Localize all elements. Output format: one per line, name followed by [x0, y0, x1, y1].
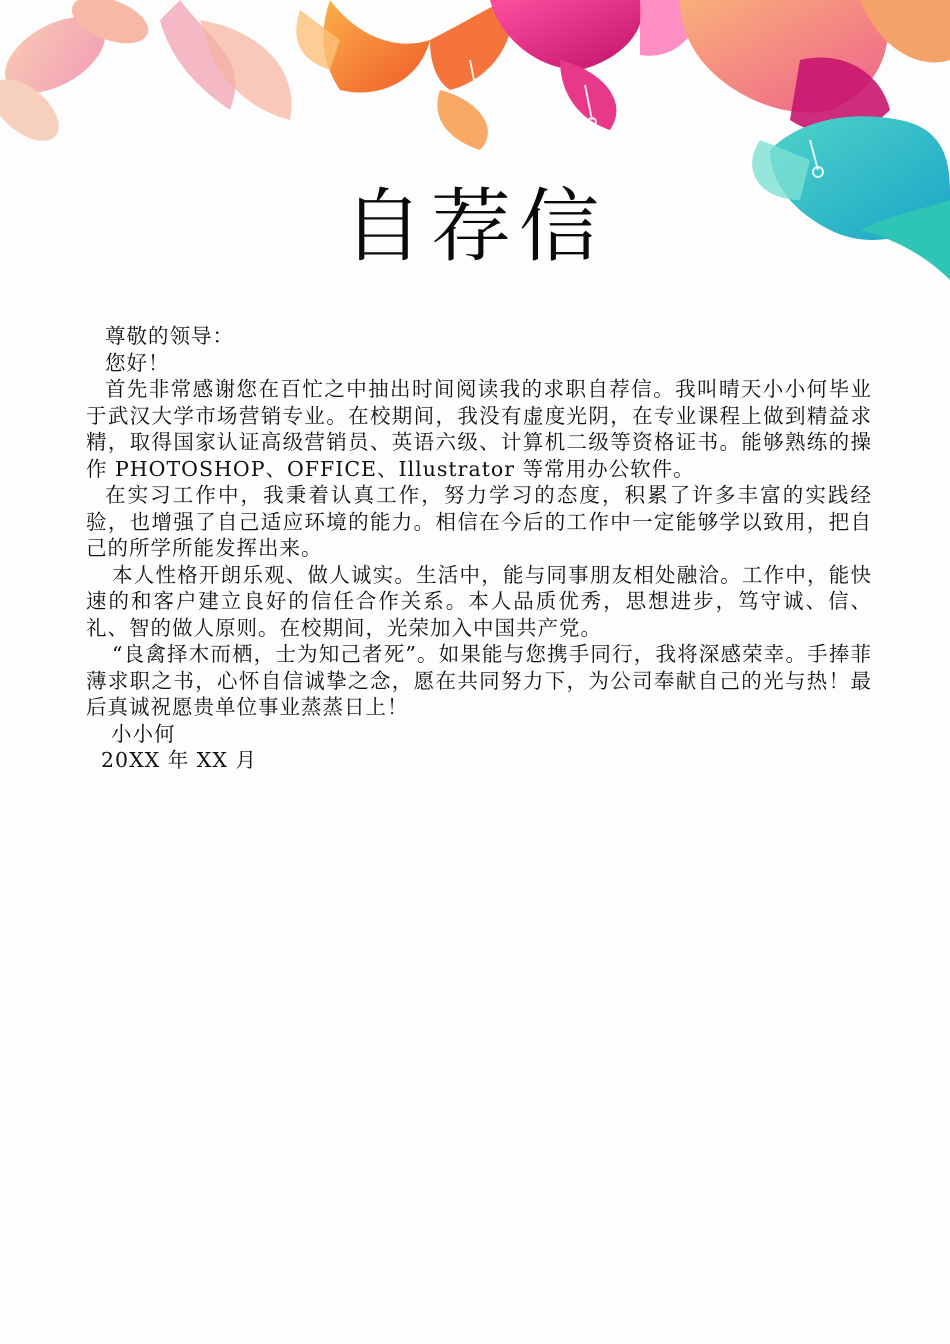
- paragraph-closing: “良禽择木而栖，士为知己者死”。如果能与您携手同行，我将深感荣幸。手捧菲薄求职之书，心怀自信诚挚之念，愿在共同努力下，为公司奉献自己的光与热！最后真诚祝愿贵单位事业蒸蒸日上！: [86, 642, 872, 719]
- letter-date: 20XX 年 XX 月: [101, 748, 258, 772]
- flower-orange: [296, 0, 512, 150]
- flower-magenta: [490, 0, 700, 130]
- paragraph-personality: 本人性格开朗乐观、做人诚实。生活中，能与同事朋友相处融洽。工作中，能快速的和客户建立良好的信任合作关系。本人品质优秀，思想进步，笃守诚、信、礼、智的做人原则。在校期间，光荣加入中国共产党。: [86, 562, 872, 640]
- paragraph-internship: 在实习工作中，我秉着认真工作，努力学习的态度，积累了许多丰富的实践经验，也增强了自己适应环境的能力。相信在今后的工作中一定能够学以致用，把自己的所学所能发挥出来。: [86, 483, 872, 560]
- flower-right: [680, 0, 950, 134]
- paragraph-introduction: 首先非常感谢您在百忙之中抽出时间阅读我的求职自荐信。我叫晴天小小何毕业于武汉大学市场营销专业。在校期间，我没有虚度光阴，在专业课程上做到精益求精，取得国家认证高级营销员、英语六级、计算机二级等资格证书。能够熟练的操作 PHOTOSHOP、OFFICE、Illustrator 等常用办公软件。: [86, 377, 872, 481]
- letter-body: [86, 323, 872, 774]
- signature: 小小何: [111, 721, 176, 746]
- salutation: 尊敬的领导：: [105, 324, 234, 348]
- flower-left: [0, 0, 292, 153]
- page-title: 自荐信: [343, 180, 607, 273]
- greeting: 您好！: [105, 350, 170, 375]
